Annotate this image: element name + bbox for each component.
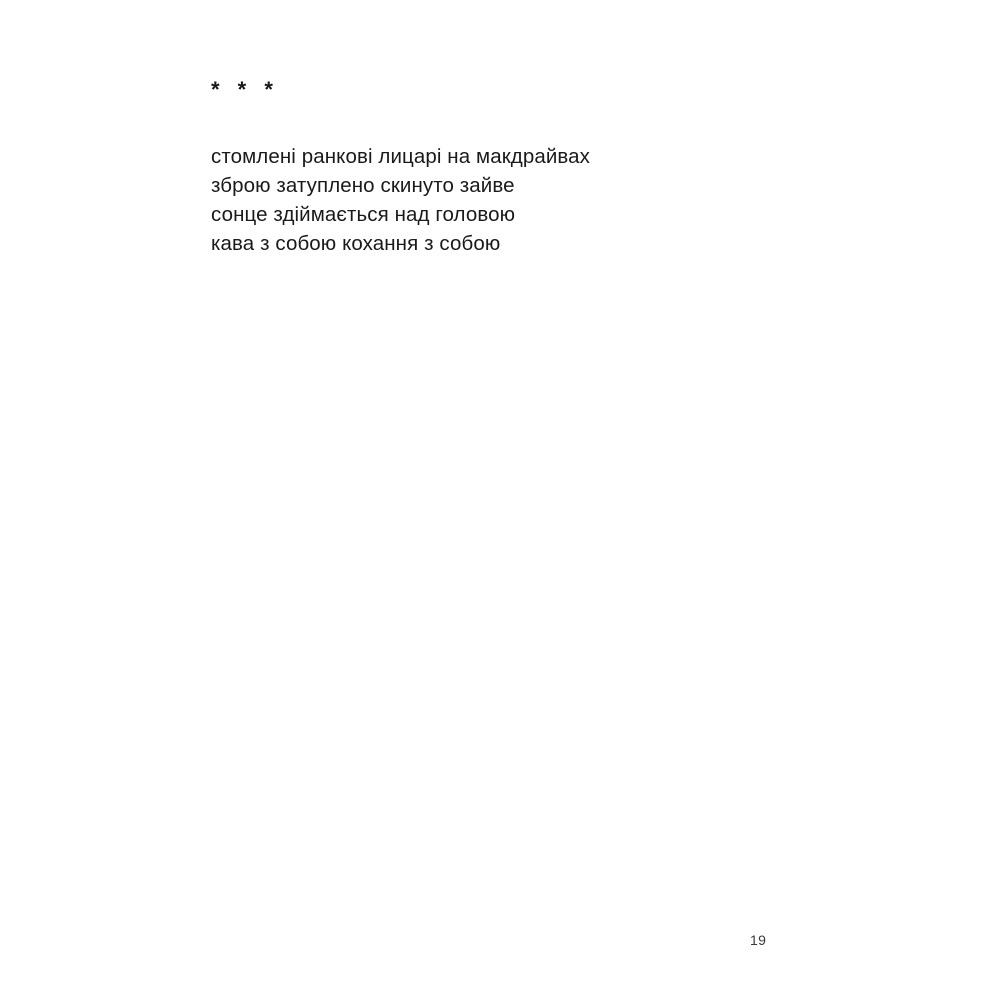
poem-line: сонце здіймається над головою [211, 203, 516, 227]
page-number: 19 [750, 932, 767, 948]
poem-line: зброю затуплено скинуто зайве [211, 174, 515, 198]
poem-block [211, 78, 851, 258]
poem-stanza [211, 142, 851, 258]
poem-line: стомлені ранкові лицарі на макдрайвах [211, 145, 591, 169]
poem-line: кава з собою кохання з собою [211, 232, 501, 256]
section-separator: * * * [211, 77, 279, 102]
